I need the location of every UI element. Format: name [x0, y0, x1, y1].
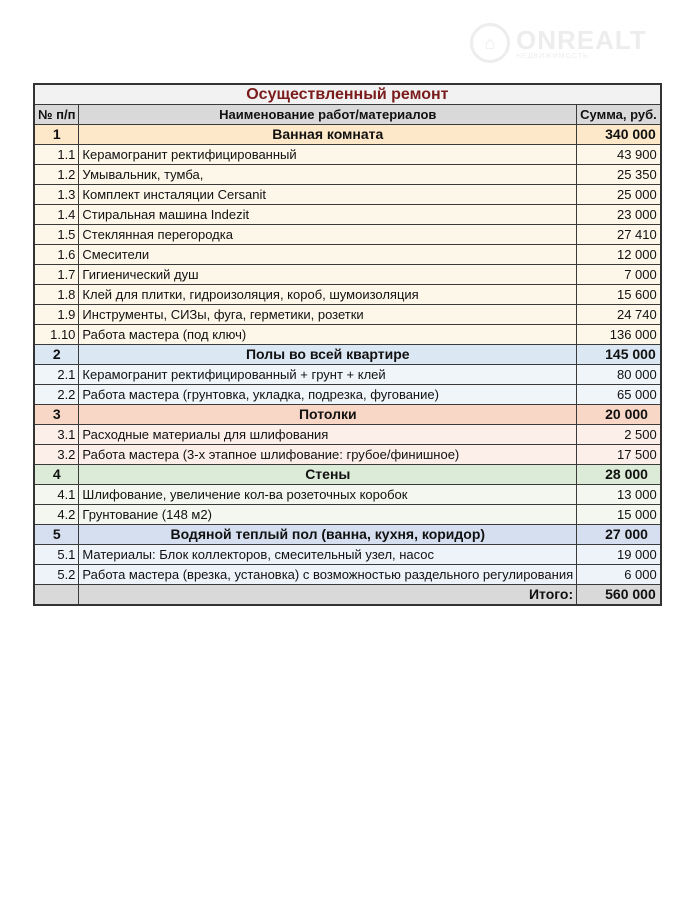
item-sum: 25 000 — [577, 185, 661, 205]
item-num: 1.8 — [34, 285, 79, 305]
header-sum: Сумма, руб. — [577, 105, 661, 125]
item-sum: 19 000 — [577, 545, 661, 565]
item-name: Стеклянная перегородка — [79, 225, 577, 245]
item-num: 3.1 — [34, 425, 79, 445]
item-sum: 2 500 — [577, 425, 661, 445]
table-row — [34, 265, 661, 285]
section-row — [34, 465, 661, 485]
item-name: Работа мастера (врезка, установка) с возможностью раздельного регулирования — [79, 565, 577, 585]
item-num: 4.1 — [34, 485, 79, 505]
table-row — [34, 565, 661, 585]
item-sum: 65 000 — [577, 385, 661, 405]
item-num: 1.3 — [34, 185, 79, 205]
item-sum: 17 500 — [577, 445, 661, 465]
section-sum: 27 000 — [577, 525, 661, 545]
section-num: 4 — [34, 465, 79, 485]
item-num: 1.1 — [34, 145, 79, 165]
watermark-brand: ONREALT — [516, 24, 647, 55]
table-row — [34, 305, 661, 325]
section-name: Полы во всей квартире — [79, 345, 577, 365]
item-name: Шлифование, увеличение кол-ва розеточных коробок — [79, 485, 577, 505]
section-name: Потолки — [79, 405, 577, 425]
item-num: 1.2 — [34, 165, 79, 185]
item-name: Грунтование (148 м2) — [79, 505, 577, 525]
section-sum: 28 000 — [577, 465, 661, 485]
table-row — [34, 505, 661, 525]
section-sum: 340 000 — [577, 125, 661, 145]
item-num: 2.1 — [34, 365, 79, 385]
section-sum: 20 000 — [577, 405, 661, 425]
table-row — [34, 165, 661, 185]
item-name: Керамогранит ректифицированный — [79, 145, 577, 165]
item-sum: 27 410 — [577, 225, 661, 245]
item-sum: 23 000 — [577, 205, 661, 225]
item-name: Клей для плитки, гидроизоляция, короб, шумоизоляция — [79, 285, 577, 305]
item-sum: 24 740 — [577, 305, 661, 325]
table-row — [34, 325, 661, 345]
section-row — [34, 125, 661, 145]
item-num: 1.9 — [34, 305, 79, 325]
section-num: 5 — [34, 525, 79, 545]
header-name: Наименование работ/материалов — [79, 105, 577, 125]
table-row — [34, 365, 661, 385]
section-name: Водяной теплый пол (ванна, кухня, коридор) — [79, 525, 577, 545]
item-name: Керамогранит ректифицированный + грунт + клей — [79, 365, 577, 385]
item-num: 3.2 — [34, 445, 79, 465]
item-num: 1.7 — [34, 265, 79, 285]
item-sum: 15 000 — [577, 505, 661, 525]
table-row — [34, 545, 661, 565]
repair-cost-table — [33, 83, 662, 606]
item-num: 5.2 — [34, 565, 79, 585]
table-header-row — [34, 105, 661, 125]
item-sum: 15 600 — [577, 285, 661, 305]
item-name: Материалы: Блок коллекторов, смесительный узел, насос — [79, 545, 577, 565]
total-label: Итого: — [79, 585, 577, 606]
section-name: Ванная комната — [79, 125, 577, 145]
item-num: 2.2 — [34, 385, 79, 405]
item-num: 4.2 — [34, 505, 79, 525]
item-sum: 136 000 — [577, 325, 661, 345]
table-title-row — [34, 84, 661, 105]
section-row — [34, 345, 661, 365]
item-name: Работа мастера (3-х этапное шлифование: грубое/финишное) — [79, 445, 577, 465]
table-row — [34, 245, 661, 265]
item-num: 1.5 — [34, 225, 79, 245]
item-sum: 43 900 — [577, 145, 661, 165]
house-icon: ⌂ — [470, 23, 510, 63]
table-row — [34, 225, 661, 245]
item-sum: 25 350 — [577, 165, 661, 185]
item-sum: 6 000 — [577, 565, 661, 585]
item-name: Гигиенический душ — [79, 265, 577, 285]
watermark-subtitle: НЕДВИЖИМОСТЬ — [516, 52, 589, 60]
table-row — [34, 285, 661, 305]
item-name: Стиральная машина Indezit — [79, 205, 577, 225]
item-num: 1.6 — [34, 245, 79, 265]
table-row — [34, 385, 661, 405]
item-name: Расходные материалы для шлифования — [79, 425, 577, 445]
item-name: Работа мастера (грунтовка, укладка, подрезка, фугование) — [79, 385, 577, 405]
item-sum: 12 000 — [577, 245, 661, 265]
table-row — [34, 185, 661, 205]
table-row — [34, 145, 661, 165]
item-name: Комплект инсталяции Cersanit — [79, 185, 577, 205]
item-num: 5.1 — [34, 545, 79, 565]
item-num: 1.10 — [34, 325, 79, 345]
table-row — [34, 445, 661, 465]
section-num: 1 — [34, 125, 79, 145]
total-empty-cell — [34, 585, 79, 606]
item-name: Умывальник, тумба, — [79, 165, 577, 185]
item-name: Работа мастера (под ключ) — [79, 325, 577, 345]
total-sum: 560 000 — [577, 585, 661, 606]
item-sum: 80 000 — [577, 365, 661, 385]
table-row — [34, 485, 661, 505]
onrealt-watermark — [470, 18, 670, 68]
item-sum: 13 000 — [577, 485, 661, 505]
table-row — [34, 425, 661, 445]
section-row — [34, 525, 661, 545]
section-sum: 145 000 — [577, 345, 661, 365]
item-sum: 7 000 — [577, 265, 661, 285]
table-row — [34, 205, 661, 225]
item-num: 1.4 — [34, 205, 79, 225]
section-num: 3 — [34, 405, 79, 425]
header-num: № п/п — [34, 105, 79, 125]
total-row — [34, 585, 661, 606]
item-name: Смесители — [79, 245, 577, 265]
table-title: Осуществленный ремонт — [34, 84, 661, 105]
item-name: Инструменты, СИЗы, фуга, герметики, розетки — [79, 305, 577, 325]
section-name: Стены — [79, 465, 577, 485]
section-row — [34, 405, 661, 425]
section-num: 2 — [34, 345, 79, 365]
